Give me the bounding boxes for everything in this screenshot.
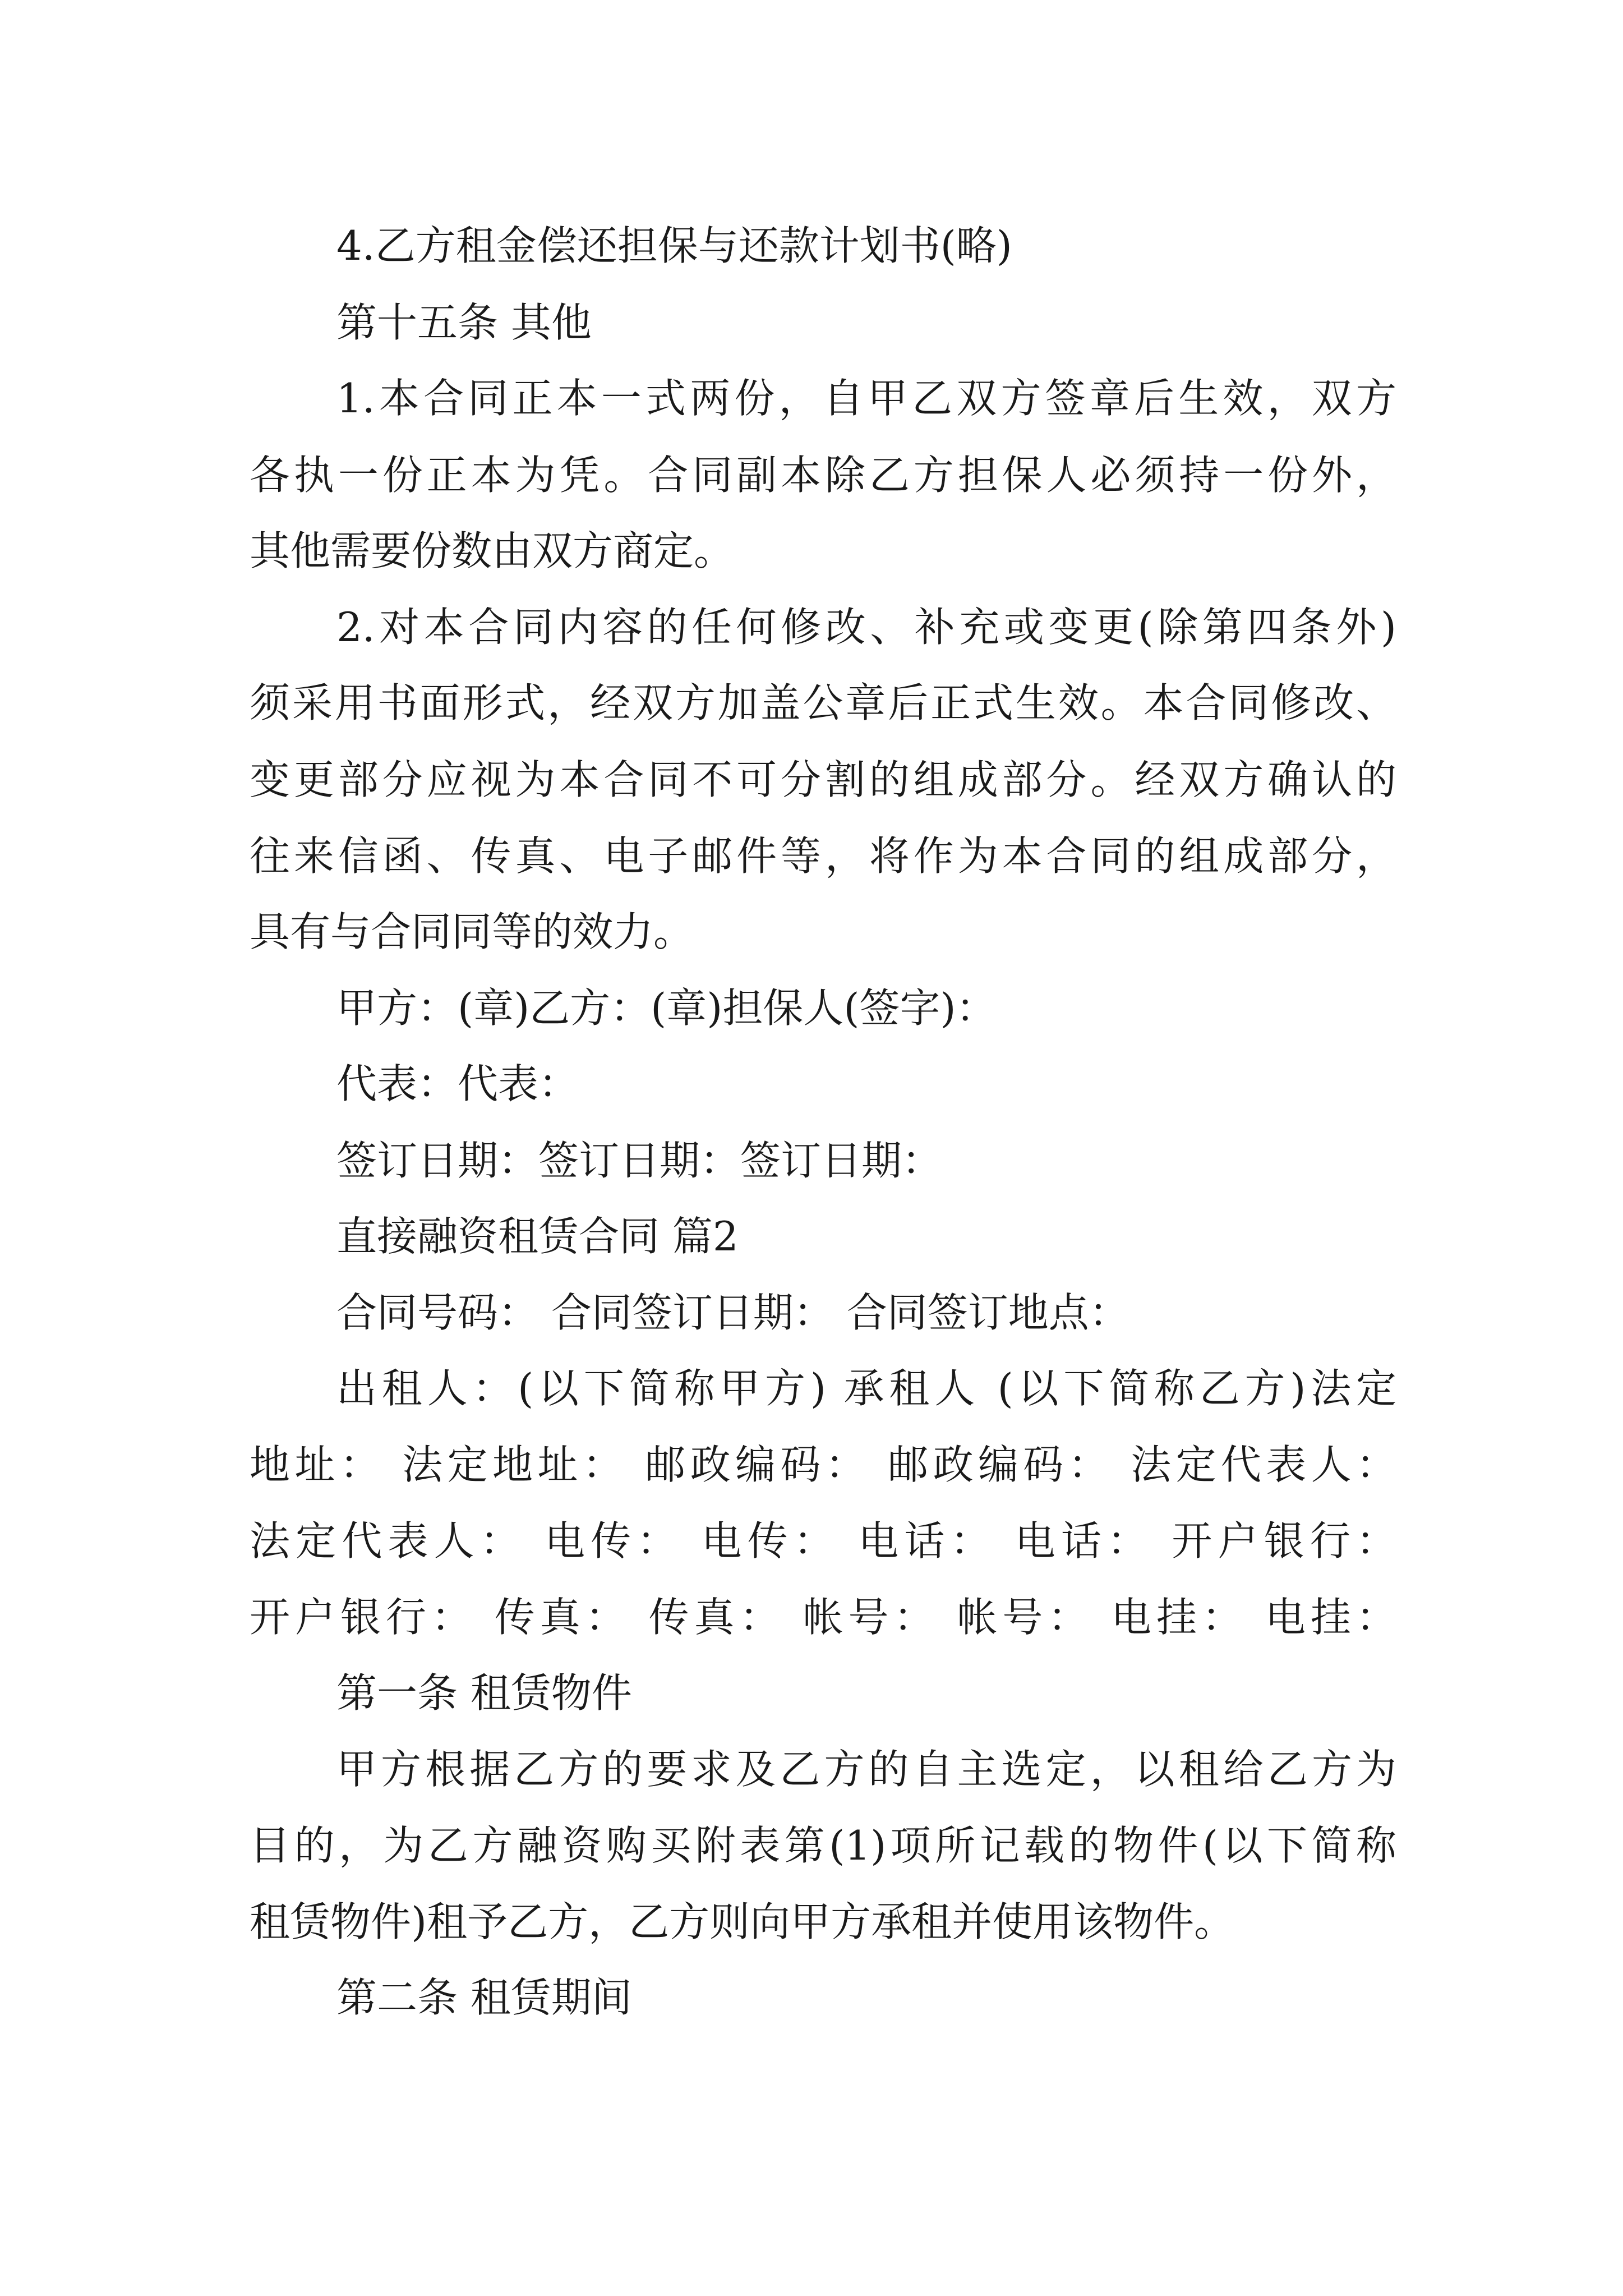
signing-dates-line: 签订日期：签订日期：签订日期：	[336, 1137, 943, 1184]
signature-parties-line: 甲方：(章)乙方：(章)担保人(签字)：	[336, 984, 997, 1032]
paragraph-line: 租赁物件)租予乙方，乙方则向甲方承租并使用该物件。	[250, 1898, 1235, 1945]
contract-info-line: 合同号码： 合同签订日期： 合同签订地点：	[336, 1289, 1129, 1336]
paragraph-line: 往来信函、传真、电子邮件等，将作为本合同的组成部分，	[250, 832, 1396, 880]
parties-line: 地址： 法定地址： 邮政编码： 邮政编码： 法定代表人：	[250, 1441, 1396, 1488]
article-1-heading: 第一条 租赁物件	[336, 1669, 632, 1717]
paragraph-line: 各执一份正本为凭。合同副本除乙方担保人必须持一份外，	[250, 452, 1396, 499]
paragraph-line: 须采用书面形式，经双方加盖公章后正式生效。本合同修改、	[250, 679, 1396, 726]
parties-line: 出租人：(以下简称甲方) 承租人 (以下简称乙方)法定	[336, 1365, 1396, 1412]
section-title: 直接融资租赁合同 篇2	[336, 1213, 739, 1260]
paragraph-line: 目的，为乙方融资购买附表第(1)项所记载的物件(以下简称	[250, 1822, 1396, 1869]
representatives-line: 代表：代表：	[336, 1060, 579, 1107]
parties-line: 法定代表人： 电传： 电传： 电话： 电话： 开户银行：	[250, 1517, 1396, 1565]
paragraph-line: 2.对本合同内容的任何修改、补充或变更(除第四条外)	[336, 604, 1396, 651]
article-2-heading: 第二条 租赁期间	[336, 1974, 632, 2021]
paragraph-line: 甲方根据乙方的要求及乙方的自主选定，以租给乙方为	[336, 1746, 1396, 1793]
paragraph-line: 具有与合同同等的效力。	[250, 908, 694, 955]
paragraph-line: 变更部分应视为本合同不可分割的组成部分。经双方确认的	[250, 756, 1396, 803]
paragraph-line: 1.本合同正本一式两份，自甲乙双方签章后生效，双方	[336, 375, 1396, 422]
article-15-heading: 第十五条 其他	[336, 299, 592, 346]
parties-line: 开户银行： 传真： 传真： 帐号： 帐号： 电挂： 电挂：	[250, 1594, 1396, 1641]
paragraph-line: 其他需要份数由双方商定。	[250, 527, 735, 574]
item-4-guarantee-plan: 4.乙方租金偿还担保与还款计划书(略)	[336, 222, 1012, 269]
